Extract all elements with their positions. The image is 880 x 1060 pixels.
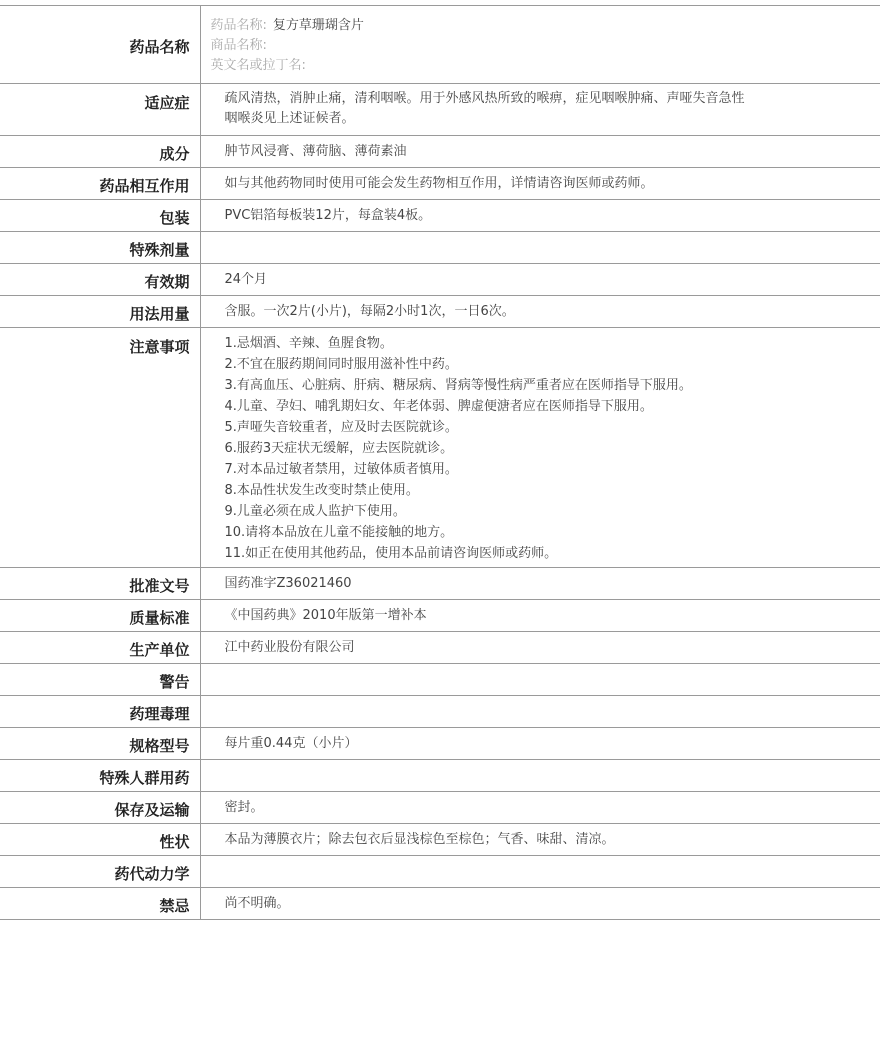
value-package: PVC铝箔每板装12片，每盒装4板。 [200, 200, 880, 232]
value-standard: 《中国药典》2010年版第一增补本 [200, 600, 880, 632]
row-indication [0, 84, 880, 136]
generic-name-value: 复方草珊瑚含片 [272, 18, 364, 33]
caution-item: 11.如正在使用其他药品，使用本品前请咨询医师或药师。 [224, 546, 558, 561]
row-ingredients [0, 136, 880, 168]
row-drug-name [0, 6, 880, 84]
caution-item: 10.请将本品放在儿童不能接触的地方。 [224, 525, 454, 540]
drug-info-sheet [0, 5, 880, 920]
row-cautions [0, 328, 880, 568]
row-package [0, 200, 880, 232]
label-usage: 用法用量 [0, 296, 200, 328]
row-warning [0, 664, 880, 696]
value-interactions: 如与其他药物同时使用可能会发生药物相互作用，详情请咨询医师或药师。 [200, 168, 880, 200]
label-special-groups: 特殊人群用药 [0, 760, 200, 792]
row-manufacturer [0, 632, 880, 664]
label-pharmacology: 药理毒理 [0, 696, 200, 728]
caution-item: 8.本品性状发生改变时禁止使用。 [224, 483, 419, 498]
value-storage: 密封。 [200, 792, 880, 824]
label-standard: 质量标准 [0, 600, 200, 632]
value-approval: 国药准字Z36021460 [200, 568, 880, 600]
row-standard [0, 600, 880, 632]
drug-info-table [0, 5, 880, 920]
row-usage [0, 296, 880, 328]
english-name-label: 英文名或拉丁名: [210, 58, 306, 73]
row-interactions [0, 168, 880, 200]
row-contraindications [0, 888, 880, 920]
value-appearance: 本品为薄膜衣片；除去包衣后显浅棕色至棕色；气香、味甜、清凉。 [200, 824, 880, 856]
generic-name-label: 药品名称: [210, 18, 267, 33]
caution-item: 2.不宜在服药期间同时服用滋补性中药。 [224, 357, 458, 372]
label-pharmacokinetics: 药代动力学 [0, 856, 200, 888]
row-special-groups [0, 760, 880, 792]
label-ingredients: 成分 [0, 136, 200, 168]
caution-item: 1.忌烟酒、辛辣、鱼腥食物。 [224, 336, 393, 351]
label-manufacturer: 生产单位 [0, 632, 200, 664]
caution-item: 9.儿童必须在成人监护下使用。 [224, 504, 406, 519]
row-appearance [0, 824, 880, 856]
value-cautions [200, 328, 880, 568]
row-approval [0, 568, 880, 600]
indication-line-2: 咽喉炎见上述证候者。 [224, 111, 355, 126]
generic-name-line [211, 16, 880, 36]
caution-item: 5.声哑失音较重者，应及时去医院就诊。 [224, 420, 458, 435]
value-usage: 含服。一次2片(小片)，每隔2小时1次，一日6次。 [200, 296, 880, 328]
row-expiry [0, 264, 880, 296]
trade-name-line [211, 36, 880, 56]
label-interactions: 药品相互作用 [0, 168, 200, 200]
value-expiry: 24个月 [200, 264, 880, 296]
value-indication [200, 84, 880, 136]
label-spec: 规格型号 [0, 728, 200, 760]
row-spec [0, 728, 880, 760]
caution-item: 6.服药3天症状无缓解，应去医院就诊。 [224, 441, 454, 456]
value-special-dosage [200, 232, 880, 264]
caution-item: 7.对本品过敏者禁用，过敏体质者慎用。 [224, 462, 458, 477]
value-manufacturer: 江中药业股份有限公司 [200, 632, 880, 664]
trade-name-label: 商品名称: [210, 38, 267, 53]
label-indication: 适应症 [0, 84, 200, 136]
value-pharmacology [200, 696, 880, 728]
drug-name-block [200, 6, 880, 84]
label-approval: 批准文号 [0, 568, 200, 600]
value-spec: 每片重0.44克（小片） [200, 728, 880, 760]
row-special-dosage [0, 232, 880, 264]
label-contraindications: 禁忌 [0, 888, 200, 920]
row-pharmacokinetics [0, 856, 880, 888]
label-warning: 警告 [0, 664, 200, 696]
label-appearance: 性状 [0, 824, 200, 856]
value-contraindications: 尚不明确。 [200, 888, 880, 920]
value-ingredients: 肿节风浸膏、薄荷脑、薄荷素油 [200, 136, 880, 168]
english-name-line [211, 56, 880, 76]
label-package: 包装 [0, 200, 200, 232]
row-pharmacology [0, 696, 880, 728]
caution-item: 3.有高血压、心脏病、肝病、糖尿病、肾病等慢性病严重者应在医师指导下服用。 [224, 378, 692, 393]
row-storage [0, 792, 880, 824]
value-pharmacokinetics [200, 856, 880, 888]
value-warning [200, 664, 880, 696]
value-special-groups [200, 760, 880, 792]
label-expiry: 有效期 [0, 264, 200, 296]
label-drug-name: 药品名称 [0, 6, 200, 84]
caution-item: 4.儿童、孕妇、哺乳期妇女、年老体弱、脾虚便溏者应在医师指导下服用。 [224, 399, 653, 414]
label-storage: 保存及运输 [0, 792, 200, 824]
label-special-dosage: 特殊剂量 [0, 232, 200, 264]
label-cautions: 注意事项 [0, 328, 200, 568]
indication-line-1: 疏风清热，消肿止痛，清利咽喉。用于外感风热所致的喉痹，症见咽喉肿痛、声哑失音急性 [224, 91, 745, 106]
